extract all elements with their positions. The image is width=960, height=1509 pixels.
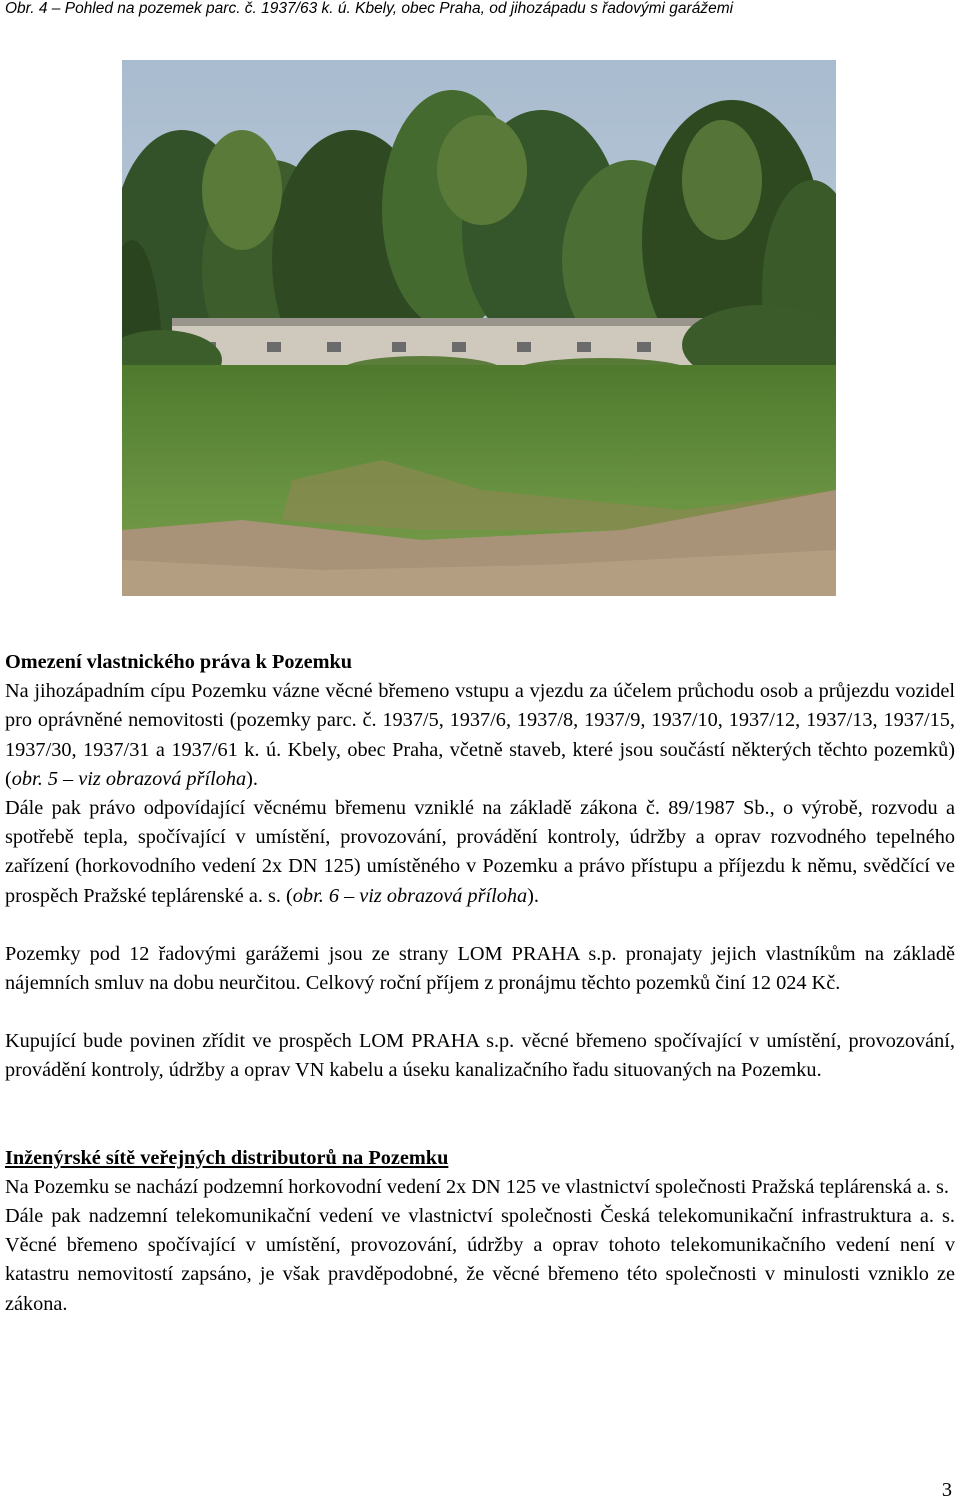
section-heading-restrictions: Omezení vlastnického práva k Pozemku (5, 651, 353, 673)
document-body (5, 648, 955, 1319)
paragraph-telecom-line: Dále pak nadzemní telekomunikační vedení ve vlastnictví společnosti Česká telekomunikační infrastruktura a. s. Věcné břemeno spočívající v umístění, provozování, údržby a oprav tohoto telekomunikačního vedení není v katastru nemovitostí zapsáno, je však pravděpodobné, že věcné břemeno této společnosti v minulosti vzniklo ze zákona. (5, 1205, 955, 1315)
spacer (5, 911, 955, 940)
site-photo-illustration (122, 60, 836, 596)
paragraph-easement-heating (5, 794, 955, 911)
spacer (5, 998, 955, 1027)
paragraph-garage-lease: Pozemky pod 12 řadovými garážemi jsou ze strany LOM PRAHA s.p. pronajaty jejich vlastníkům na základě nájemních smluv na dobu neurčitou. Celkový roční příjem z pronájmu těchto pozemků činí 12 024 Kč. (5, 942, 955, 995)
site-photo (122, 60, 836, 596)
page-number: 3 (941, 1479, 952, 1501)
paragraph-text-end: ). (246, 767, 258, 790)
paragraph-buyer-obligation: Kupující bude povinen zřídit ve prospěch LOM PRAHA s.p. věcné břemeno spočívající v umístění, provozování, provádění kontroly, údržby a oprav VN kabelu a úseku kanalizačního řadu situovaných na Pozemku. (5, 1030, 955, 1082)
paragraph-hot-water-line: Na Pozemku se nachází podzemní horkovodní vedení 2x DN 125 ve vlastnictví společnosti Pražská teplárenská a. s. (5, 1175, 949, 1198)
paragraph-easement-access (5, 677, 955, 794)
paragraph-text: Na jihozápadním cípu Pozemku vázne věcné břemeno vstupu a vjezdu za účelem průchodu osob a průjezdu vozidel pro oprávněné nemovitosti (pozemky parc. č. 1937/5, 1937/6, 1937/8, 1937/9, 1937/10, 1937/12, 1937/13, 1937/15, 1937/30, 1937/31 a 1937/61 k. ú. Kbely, obec Praha, včetně staveb, které jsou součástí některých těchto pozemků) ( (5, 680, 955, 790)
figure-reference: 5 – viz obrazová příloha (42, 767, 247, 790)
paragraph-text: Dále pak právo odpovídající věcnému břemenu vzniklé na základě zákona č. 89/1987 Sb., o výrobě, rozvodu a spotřebě tepla, spočívající v umístění, provozování, provádění kontroly, údržby a oprav rozvodného tepelného zařízení (horkovodního vedení 2x DN 125) umístěného v Pozemku a právo přístupu a příjezdu k němu, svědčící ve prospěch Pražské teplárenské a. s. ( (5, 797, 955, 907)
figure-reference: 6 – viz obrazová příloha (323, 884, 528, 907)
section-heading-utilities: Inženýrské sítě veřejných distributorů na Pozemku (5, 1146, 449, 1169)
figure-reference-obr: obr. (11, 767, 43, 790)
paragraph-text-end: ). (527, 884, 539, 907)
figure-caption: Obr. 4 – Pohled na pozemek parc. č. 1937/63 k. ú. Kbely, obec Praha, od jihozápadu s řadovými garážemi (5, 0, 734, 17)
spacer (5, 1086, 955, 1144)
figure-reference-obr: obr. (292, 884, 324, 907)
